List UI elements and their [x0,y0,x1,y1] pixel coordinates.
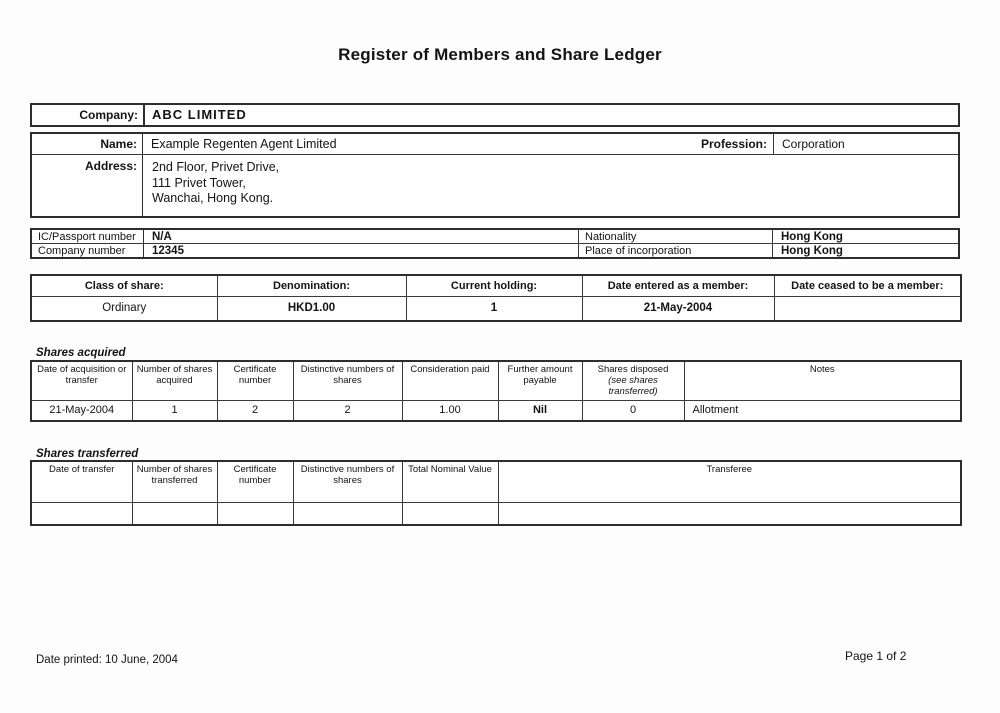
profession-value: Corporation [773,134,958,154]
col-header-shares-disposed [582,361,684,400]
cell-transfer-date [31,502,132,525]
name-label: Name: [32,134,143,154]
cell-acquisition-date: 21-May-2004 [31,400,132,421]
shares-acquired-data-row [31,400,961,421]
company-number-label: Company number [38,245,126,257]
col-header-date-of-transfer: Date of transfer [31,461,132,502]
col-header-transferee: Transferee [498,461,961,502]
ic-passport-value: N/A [143,230,578,244]
cell-shares-disposed: 0 [582,400,684,421]
cell-distinctive-numbers-st [293,502,402,525]
cell-date-ceased [774,296,961,321]
col-header-distinctive-numbers-st: Distinctive numbers of shares [293,461,402,502]
company-section [30,103,960,127]
col-header-number-shares-transferred: Number of shares transferred [132,461,217,502]
shares-acquired-header-row [31,361,961,400]
col-header-notes: Notes [684,361,961,400]
cell-total-nominal-value [402,502,498,525]
cell-certificate-number-st [217,502,293,525]
col-header-certificate-number-st: Certificate number [217,461,293,502]
member-details-section [30,132,960,218]
cell-certificate-number: 2 [217,400,293,421]
col-header-consideration-paid: Consideration paid [402,361,498,400]
incorporation-value: Hong Kong [772,244,958,257]
cell-current-holding: 1 [406,296,582,321]
page-title: Register of Members and Share Ledger [338,45,662,64]
profession-label: Profession: [700,137,767,151]
col-header-date-entered: Date entered as a member: [582,275,774,296]
nationality-value: Hong Kong [772,230,958,244]
share-class-table [30,274,962,322]
ic-passport-label: IC/Passport number [32,230,143,244]
address-line-3: Wanchai, Hong Kong. [152,191,274,205]
address-line-2: 111 Privet Tower, [152,175,246,190]
identity-section [30,228,960,259]
shares-acquired-section-label: Shares acquired [36,347,126,359]
cell-consideration-paid: 1.00 [402,400,498,421]
name-row [32,134,958,155]
col-header-distinctive-numbers: Distinctive numbers of shares [293,361,402,400]
company-value: ABC LIMITED [143,105,958,125]
col-header-class-of-share: Class of share: [31,275,217,296]
address-label: Address: [32,155,143,216]
shares-transferred-empty-row [31,502,961,525]
cell-shares-transferred-count [132,502,217,525]
col-header-number-shares-acquired: Number of shares acquired [132,361,217,400]
shares-transferred-table [30,460,962,526]
shares-transferred-header-row [31,461,961,502]
address-line-1: 2nd Floor, Privet Drive, [152,160,280,174]
company-label: Company: [79,108,138,122]
share-class-header-row [31,275,961,296]
share-class-data-row [31,296,961,321]
col-header-total-nominal-value: Total Nominal Value [402,461,498,502]
shares-transferred-section-label: Shares transferred [36,448,139,460]
address-row [32,155,958,216]
address-value [143,155,958,216]
page-indicator: Page 1 of 2 [845,649,907,663]
date-printed: Date printed: 10 June, 2004 [36,654,178,666]
cell-date-entered: 21-May-2004 [582,296,774,321]
col-header-further-amount: Further amount payable [498,361,582,400]
shares-disposed-note: (see shares transferred) [608,375,658,398]
shares-acquired-table [30,360,962,422]
col-header-denomination: Denomination: [217,275,406,296]
shares-disposed-main: Shares disposed [597,364,669,375]
cell-notes: Allotment [684,400,961,421]
incorporation-label: Place of incorporation [578,244,772,257]
cell-transferee [498,502,961,525]
nationality-label: Nationality [578,230,772,244]
name-value: Example Regenten Agent Limited [151,137,337,151]
col-header-date-of-acquisition: Date of acquisition or transfer [31,361,132,400]
cell-further-amount: Nil [498,400,582,421]
col-header-certificate-number: Certificate number [217,361,293,400]
cell-shares-acquired-count: 1 [132,400,217,421]
cell-distinctive-numbers: 2 [293,400,402,421]
cell-class-of-share: Ordinary [31,296,217,321]
company-number-value: 12345 [143,244,578,257]
cell-denomination: HKD1.00 [217,296,406,321]
col-header-date-ceased: Date ceased to be a member: [774,275,961,296]
col-header-current-holding: Current holding: [406,275,582,296]
